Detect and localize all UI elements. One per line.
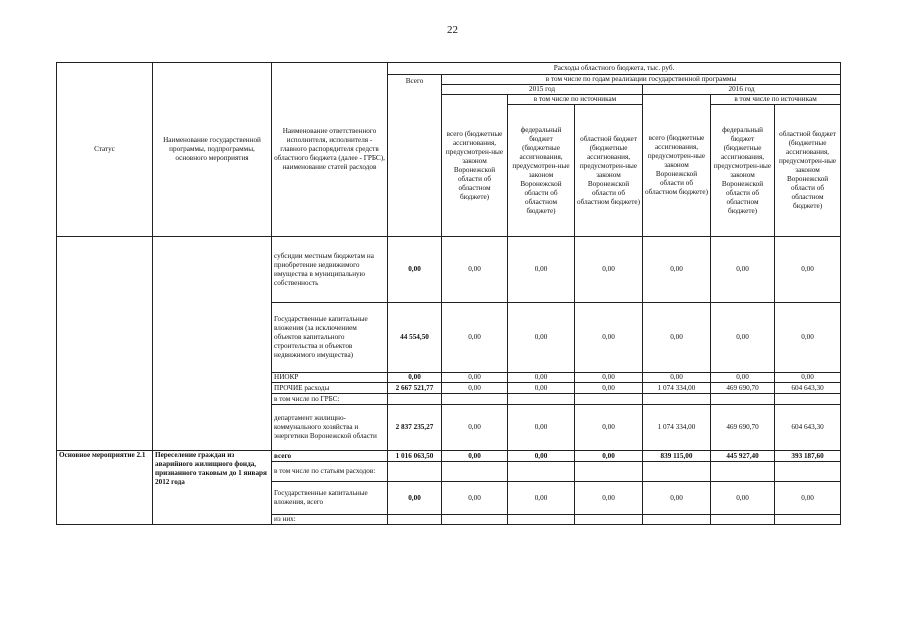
row-value-total: 0,00 <box>388 373 442 383</box>
row-value: 0,00 <box>643 237 711 303</box>
empty-cell <box>508 394 575 405</box>
table-row <box>57 451 841 462</box>
row-value: 0,00 <box>508 451 575 462</box>
empty-cell <box>711 462 775 482</box>
row-label: субсидии местным бюджетам на приобретение недвижимого имущества в муниципальную собственность <box>272 237 388 303</box>
empty-cell <box>442 462 508 482</box>
row-value: 0,00 <box>775 373 841 383</box>
row-value: 0,00 <box>575 405 643 451</box>
row-value-total: 1 016 063,50 <box>388 451 442 462</box>
row-value-total: 0,00 <box>388 482 442 515</box>
header-2015-by-sources: в том числе по источникам <box>508 95 643 105</box>
header-by-years: в том числе по годам реализации государственной программы <box>442 75 841 85</box>
row-value: 839 115,00 <box>643 451 711 462</box>
empty-cell <box>643 462 711 482</box>
row-value-total: 44 554,50 <box>388 303 442 373</box>
header-2015-federal: федеральный бюджет (бюджетные ассигнования, предусмотрен-ные законом Воронежской области об областном бюджете) <box>508 105 575 237</box>
row-value: 0,00 <box>711 373 775 383</box>
row-value: 0,00 <box>643 482 711 515</box>
row-value: 0,00 <box>442 373 508 383</box>
header-year-2016: 2016 год <box>643 85 841 95</box>
row-value: 0,00 <box>643 303 711 373</box>
empty-cell <box>442 394 508 405</box>
empty-cell <box>508 462 575 482</box>
row-value: 1 074 334,00 <box>643 405 711 451</box>
row-value: 0,00 <box>575 303 643 373</box>
row-value: 0,00 <box>643 373 711 383</box>
row-value: 445 927,40 <box>711 451 775 462</box>
row-value: 0,00 <box>711 237 775 303</box>
row-value: 0,00 <box>775 237 841 303</box>
row-label: в том числе по статьям расходов: <box>272 462 388 482</box>
row-label: НИОКР <box>272 373 388 383</box>
empty-cell <box>775 462 841 482</box>
row-value: 0,00 <box>442 451 508 462</box>
empty-cell <box>575 515 643 525</box>
header-2015-regional: областной бюджет (бюджетные ассигнования, предусмотрен-ные законом Воронежской области об областном бюджете) <box>575 105 643 237</box>
row-value: 0,00 <box>711 303 775 373</box>
row-value: 469 690,70 <box>711 383 775 394</box>
header-program-name: Наименование государственной программы, подпрограммы, основного мероприятия <box>153 63 272 237</box>
table-row <box>57 237 841 303</box>
empty-cell <box>711 515 775 525</box>
name-cell-empty <box>153 237 272 451</box>
row-value-total: 2 667 521,77 <box>388 383 442 394</box>
row-value: 0,00 <box>442 383 508 394</box>
header-year-2015: 2015 год <box>442 85 643 95</box>
empty-cell <box>388 515 442 525</box>
row-label: ПРОЧИЕ расходы <box>272 383 388 394</box>
row-value: 0,00 <box>442 482 508 515</box>
header-total: Всего <box>388 75 442 237</box>
row-value: 0,00 <box>775 482 841 515</box>
row-value: 0,00 <box>575 237 643 303</box>
row-value: 0,00 <box>508 237 575 303</box>
row-value: 1 074 334,00 <box>643 383 711 394</box>
empty-cell <box>508 515 575 525</box>
row-value: 469 690,70 <box>711 405 775 451</box>
empty-cell <box>775 394 841 405</box>
header-2016-total: всего (бюджетные ассигнования, предусмотрен-ные законом Воронежской области об областном бюджете) <box>643 95 711 237</box>
row-label: всего <box>272 451 388 462</box>
empty-cell <box>711 394 775 405</box>
header-expenses-title: Расходы областного бюджета, тыс. руб. <box>388 63 841 75</box>
row-value: 0,00 <box>442 237 508 303</box>
empty-cell <box>575 394 643 405</box>
row-value: 0,00 <box>442 303 508 373</box>
header-executor: Наименование ответственного исполнителя, исполнителя - главного распорядителя средств областного бюджета (далее - ГРБС), наименование статей расходов <box>272 63 388 237</box>
row-value: 0,00 <box>775 303 841 373</box>
empty-cell <box>643 515 711 525</box>
row-value: 0,00 <box>575 451 643 462</box>
row-value: 0,00 <box>711 482 775 515</box>
empty-cell <box>388 394 442 405</box>
empty-cell <box>388 462 442 482</box>
page-number: 22 <box>447 24 458 36</box>
row-value: 393 187,60 <box>775 451 841 462</box>
row-value: 0,00 <box>508 482 575 515</box>
row-label: департамент жилищно-коммунального хозяйства и энергетики Воронежской области <box>272 405 388 451</box>
measure-name: Переселение граждан из аварийного жилищного фонда, признанного таковым до 1 января 2012 года <box>153 451 272 525</box>
row-value: 0,00 <box>442 405 508 451</box>
header-2016-federal: федеральный бюджет (бюджетные ассигнования, предусмотрен-ные законом Воронежской области об областном бюджете) <box>711 105 775 237</box>
empty-cell <box>643 394 711 405</box>
empty-cell <box>442 515 508 525</box>
header-2015-total: всего (бюджетные ассигнования, предусмотрен-ные законом Воронежской области об областном бюджете) <box>442 95 508 237</box>
budget-table <box>56 62 841 525</box>
row-value: 0,00 <box>508 303 575 373</box>
empty-cell <box>775 515 841 525</box>
header-status: Статус <box>57 63 153 237</box>
row-value-total: 0,00 <box>388 237 442 303</box>
row-label: в том числе по ГРБС: <box>272 394 388 405</box>
row-value: 0,00 <box>508 405 575 451</box>
header-2016-regional: областной бюджет (бюджетные ассигнования, предусмотрен-ные законом Воронежской области об областном бюджете) <box>775 105 841 237</box>
measure-status: Основное мероприятие 2.1 <box>57 451 153 525</box>
row-value: 0,00 <box>508 373 575 383</box>
header-2016-by-sources: в том числе по источникам <box>711 95 841 105</box>
row-label: Государственные капитальные вложения, всего <box>272 482 388 515</box>
row-label: Государственные капитальные вложения (за исключением объектов капитального строительства и объектов недвижимого имущества) <box>272 303 388 373</box>
row-value: 0,00 <box>508 383 575 394</box>
empty-cell <box>575 462 643 482</box>
row-label: из них: <box>272 515 388 525</box>
row-value: 0,00 <box>575 482 643 515</box>
row-value: 0,00 <box>575 383 643 394</box>
row-value-total: 2 837 235,27 <box>388 405 442 451</box>
row-value: 604 643,30 <box>775 405 841 451</box>
row-value: 0,00 <box>575 373 643 383</box>
row-value: 604 643,30 <box>775 383 841 394</box>
status-cell-empty <box>57 237 153 451</box>
